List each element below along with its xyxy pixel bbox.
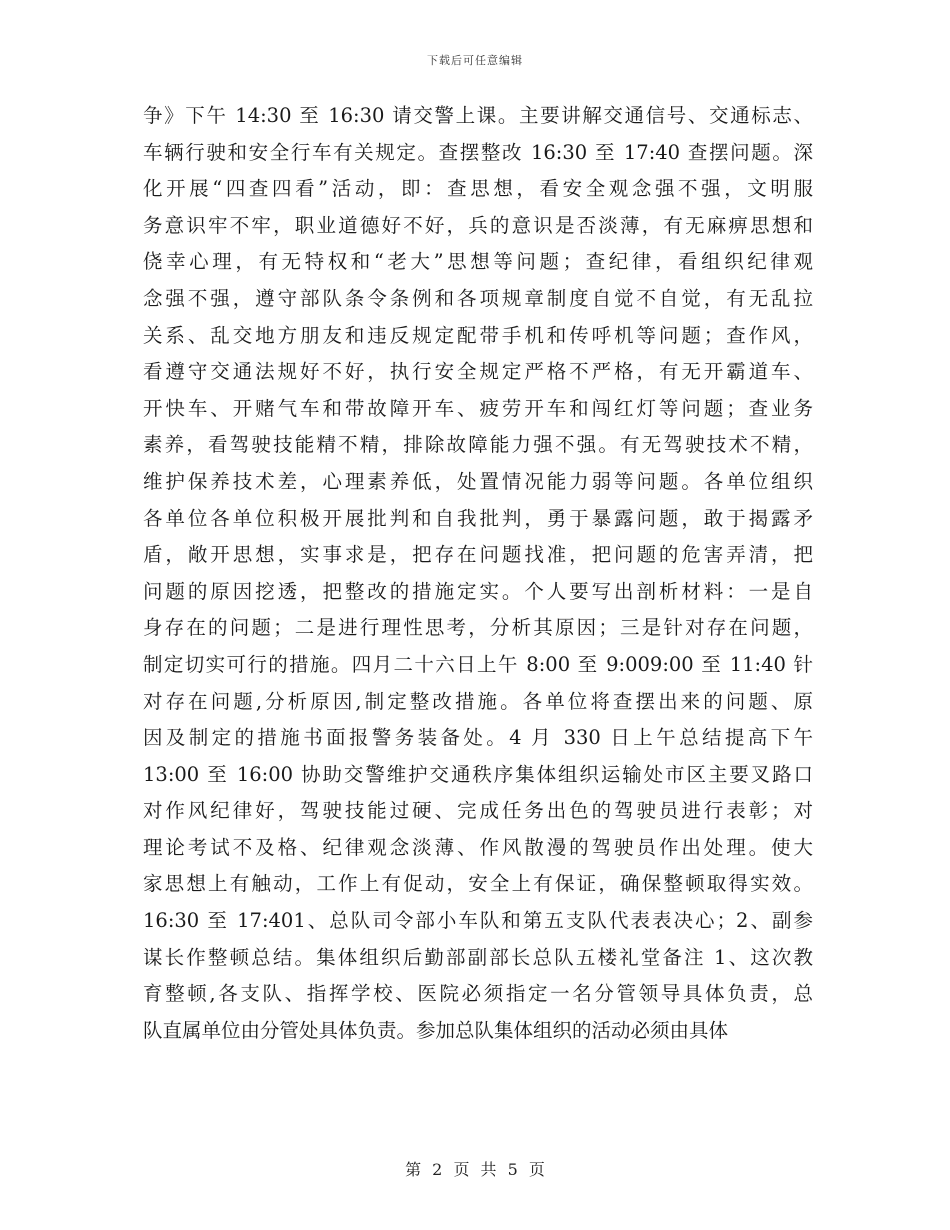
body-line: 育整顿,各支队、指挥学校、医院必须指定一名分管领导具体负责，总: [143, 982, 813, 1006]
body-line: 家思想上有触动，工作上有促动，安全上有保证，确保整顿取得实效。: [143, 872, 813, 896]
body-line: 队直属单位由分管处具体负责。参加总队集体组织的活动必须由具体: [143, 1018, 729, 1042]
body-line: 车辆行驶和安全行车有关规定。查摆整改 16:30 至 17:40 查摆问题。深: [143, 140, 813, 164]
body-line: 争》下午 14:30 至 16:30 请交警上课。主要讲解交通信号、交通标志、: [143, 104, 813, 127]
body-line: 制定切实可行的措施。四月二十六日上午 8:00 至 9:009:00 至 11:40 针: [143, 652, 813, 676]
body-line: 对作风纪律好，驾驶技能过硬、完成任务出色的驾驶员进行表彰；对: [143, 799, 813, 823]
body-line: 16:30 至 17:401、总队司令部小车队和第五支队代表表决心；2、副参: [143, 909, 813, 933]
body-line: 谋长作整顿总结。集体组织后勤部副部长总队五楼礼堂备注 1、这次教: [143, 945, 813, 969]
page-footer: 第 2 页 共 5 页: [405, 1160, 545, 1179]
body-line: 因及制定的措施书面报警务装备处。4 月 330 日上午总结提高下午: [143, 726, 813, 750]
body-line: 理论考试不及格、纪律观念淡薄、作风散漫的驾驶员作出处理。使大: [143, 835, 813, 859]
body-line: 维护保养技术差，心理素养低，处置情况能力弱等问题。各单位组织: [143, 469, 813, 493]
body-line: 关系、乱交地方朋友和违反规定配带手机和传呼机等问题；查作风，: [143, 323, 813, 347]
body-line: 13:00 至 16:00 协助交警维护交通秩序集体组织运输处市区主要叉路口: [143, 762, 813, 786]
body-line: 侥幸心理，有无特权和“老大”思想等问题；查纪律，看组织纪律观: [143, 250, 813, 274]
body-line: 务意识牢不牢，职业道德好不好，兵的意识是否淡薄，有无麻痹思想和: [143, 213, 813, 237]
body-line: 盾，敞开思想，实事求是，把存在问题找准，把问题的危害弄清，把: [143, 543, 813, 567]
body-line: 看遵守交通法规好不好，执行安全规定严格不严格，有无开霸道车、: [143, 360, 813, 384]
body-line: 开快车、开赌气车和带故障开车、疲劳开车和闯红灯等问题；查业务: [143, 396, 813, 420]
page-header: 下载后可任意编辑: [427, 54, 523, 67]
body-line: 身存在的问题；二是进行理性思考，分析其原因；三是针对存在问题，: [143, 616, 813, 640]
body-line: 对存在问题,分析原因,制定整改措施。各单位将查摆出来的问题、原: [143, 689, 813, 713]
body-line: 化开展“四查四看”活动，即：查思想，看安全观念强不强，文明服: [143, 177, 813, 201]
document-body: [143, 98, 813, 1049]
body-line: 念强不强，遵守部队条令条例和各项规章制度自觉不自觉，有无乱拉: [143, 286, 813, 310]
body-line: 素养，看驾驶技能精不精，排除故障能力强不强。有无驾驶技术不精，: [143, 433, 813, 457]
body-line: 问题的原因挖透，把整改的措施定实。个人要写出剖析材料：一是自: [143, 579, 813, 603]
body-line: 各单位各单位积极开展批判和自我批判，勇于暴露问题，敢于揭露矛: [143, 506, 813, 530]
